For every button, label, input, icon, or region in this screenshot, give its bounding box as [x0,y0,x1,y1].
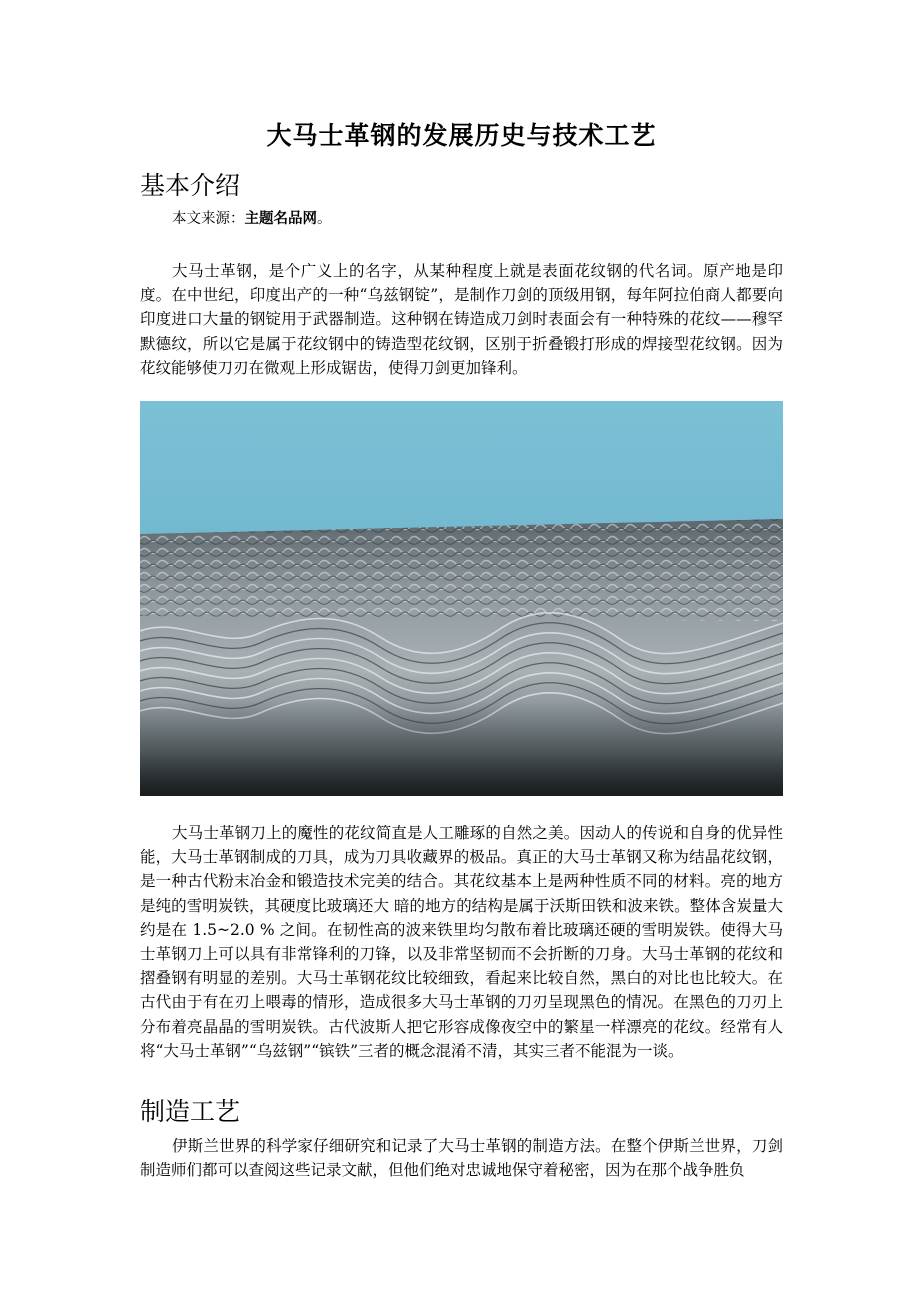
blade-image [140,401,783,796]
source-name: 主题名品网 [244,210,317,227]
section-heading-introduction: 基本介绍 [140,171,241,200]
source-end: 。 [317,211,332,227]
document-title: 大马士革钢的发展历史与技术工艺 [266,121,657,150]
damascus-blade-photo [140,401,783,796]
source-label: 本文来源： [172,211,245,227]
intro-paragraph: 大马士革钢，是个广义上的名字，从某种程度上就是表面花纹钢的代名词。原产地是印度。在中世纪，印度出产的一种“乌兹钢锭”，是制作刀剑的顶级用钢，每年阿拉伯商人都要向印度进口大量的钢锭用于武器制造。这种钢在铸造成刀剑时表面会有一种特殊的花纹——穆罕默德纹，所以它是属于花纹钢中的铸造型花纹钢，区别于折叠锻打形成的焊接型花纹钢。因为花纹能够使刀刃在微观上形成锯齿，使得刀剑更加锋利。 [140,262,783,377]
pattern-paragraph: 大马士革钢刀上的魔性的花纹简直是人工雕琢的自然之美。因动人的传说和自身的优异性能，大马士革钢制成的刀具，成为刀具收藏界的极品。真正的大马士革钢又称为结晶花纹钢，是一种古代粉末冶金和锻造技术完美的结合。其花纹基本上是两种性质不同的材料。亮的地方是纯的雪明炭铁，其硬度比玻璃还大 暗的地方的结构是属于沃斯田铁和波来铁。整体含炭量大约是在 1.5~2.0 % 之间。在韧性高的波来铁里均匀散布着比玻璃还硬的雪明炭铁。使得大马士革钢刀上可以具有非常锋利的刀锋，以及非常坚韧而不会折断的刀身。大马士革钢的花纹和摺叠钢有明显的差别。大马士革钢花纹比较细致，看起来比较自然，黑白的对比也比较大。在古代由于有在刃上喂毒的情形，造成很多大马士革钢的刀刃呈现黑色的情况。在黑色的刀刃上分布着亮晶晶的雪明炭铁。古代波斯人把它形容成像夜空中的繁星一样漂亮的花纹。经常有人将“大马士革钢”“乌兹钢”“镔铁”三者的概念混淆不清，其实三者不能混为一谈。 [140,824,783,1060]
section-heading-manufacturing: 制造工艺 [140,1097,241,1126]
source-line [172,207,332,231]
manufacturing-paragraph: 伊斯兰世界的科学家仔细研究和记录了大马士革钢的制造方法。在整个伊斯兰世界，刀剑制造师们都可以查阅这些记录文献，但他们绝对忠诚地保守着秘密，因为在那个战争胜负 [140,1137,783,1180]
